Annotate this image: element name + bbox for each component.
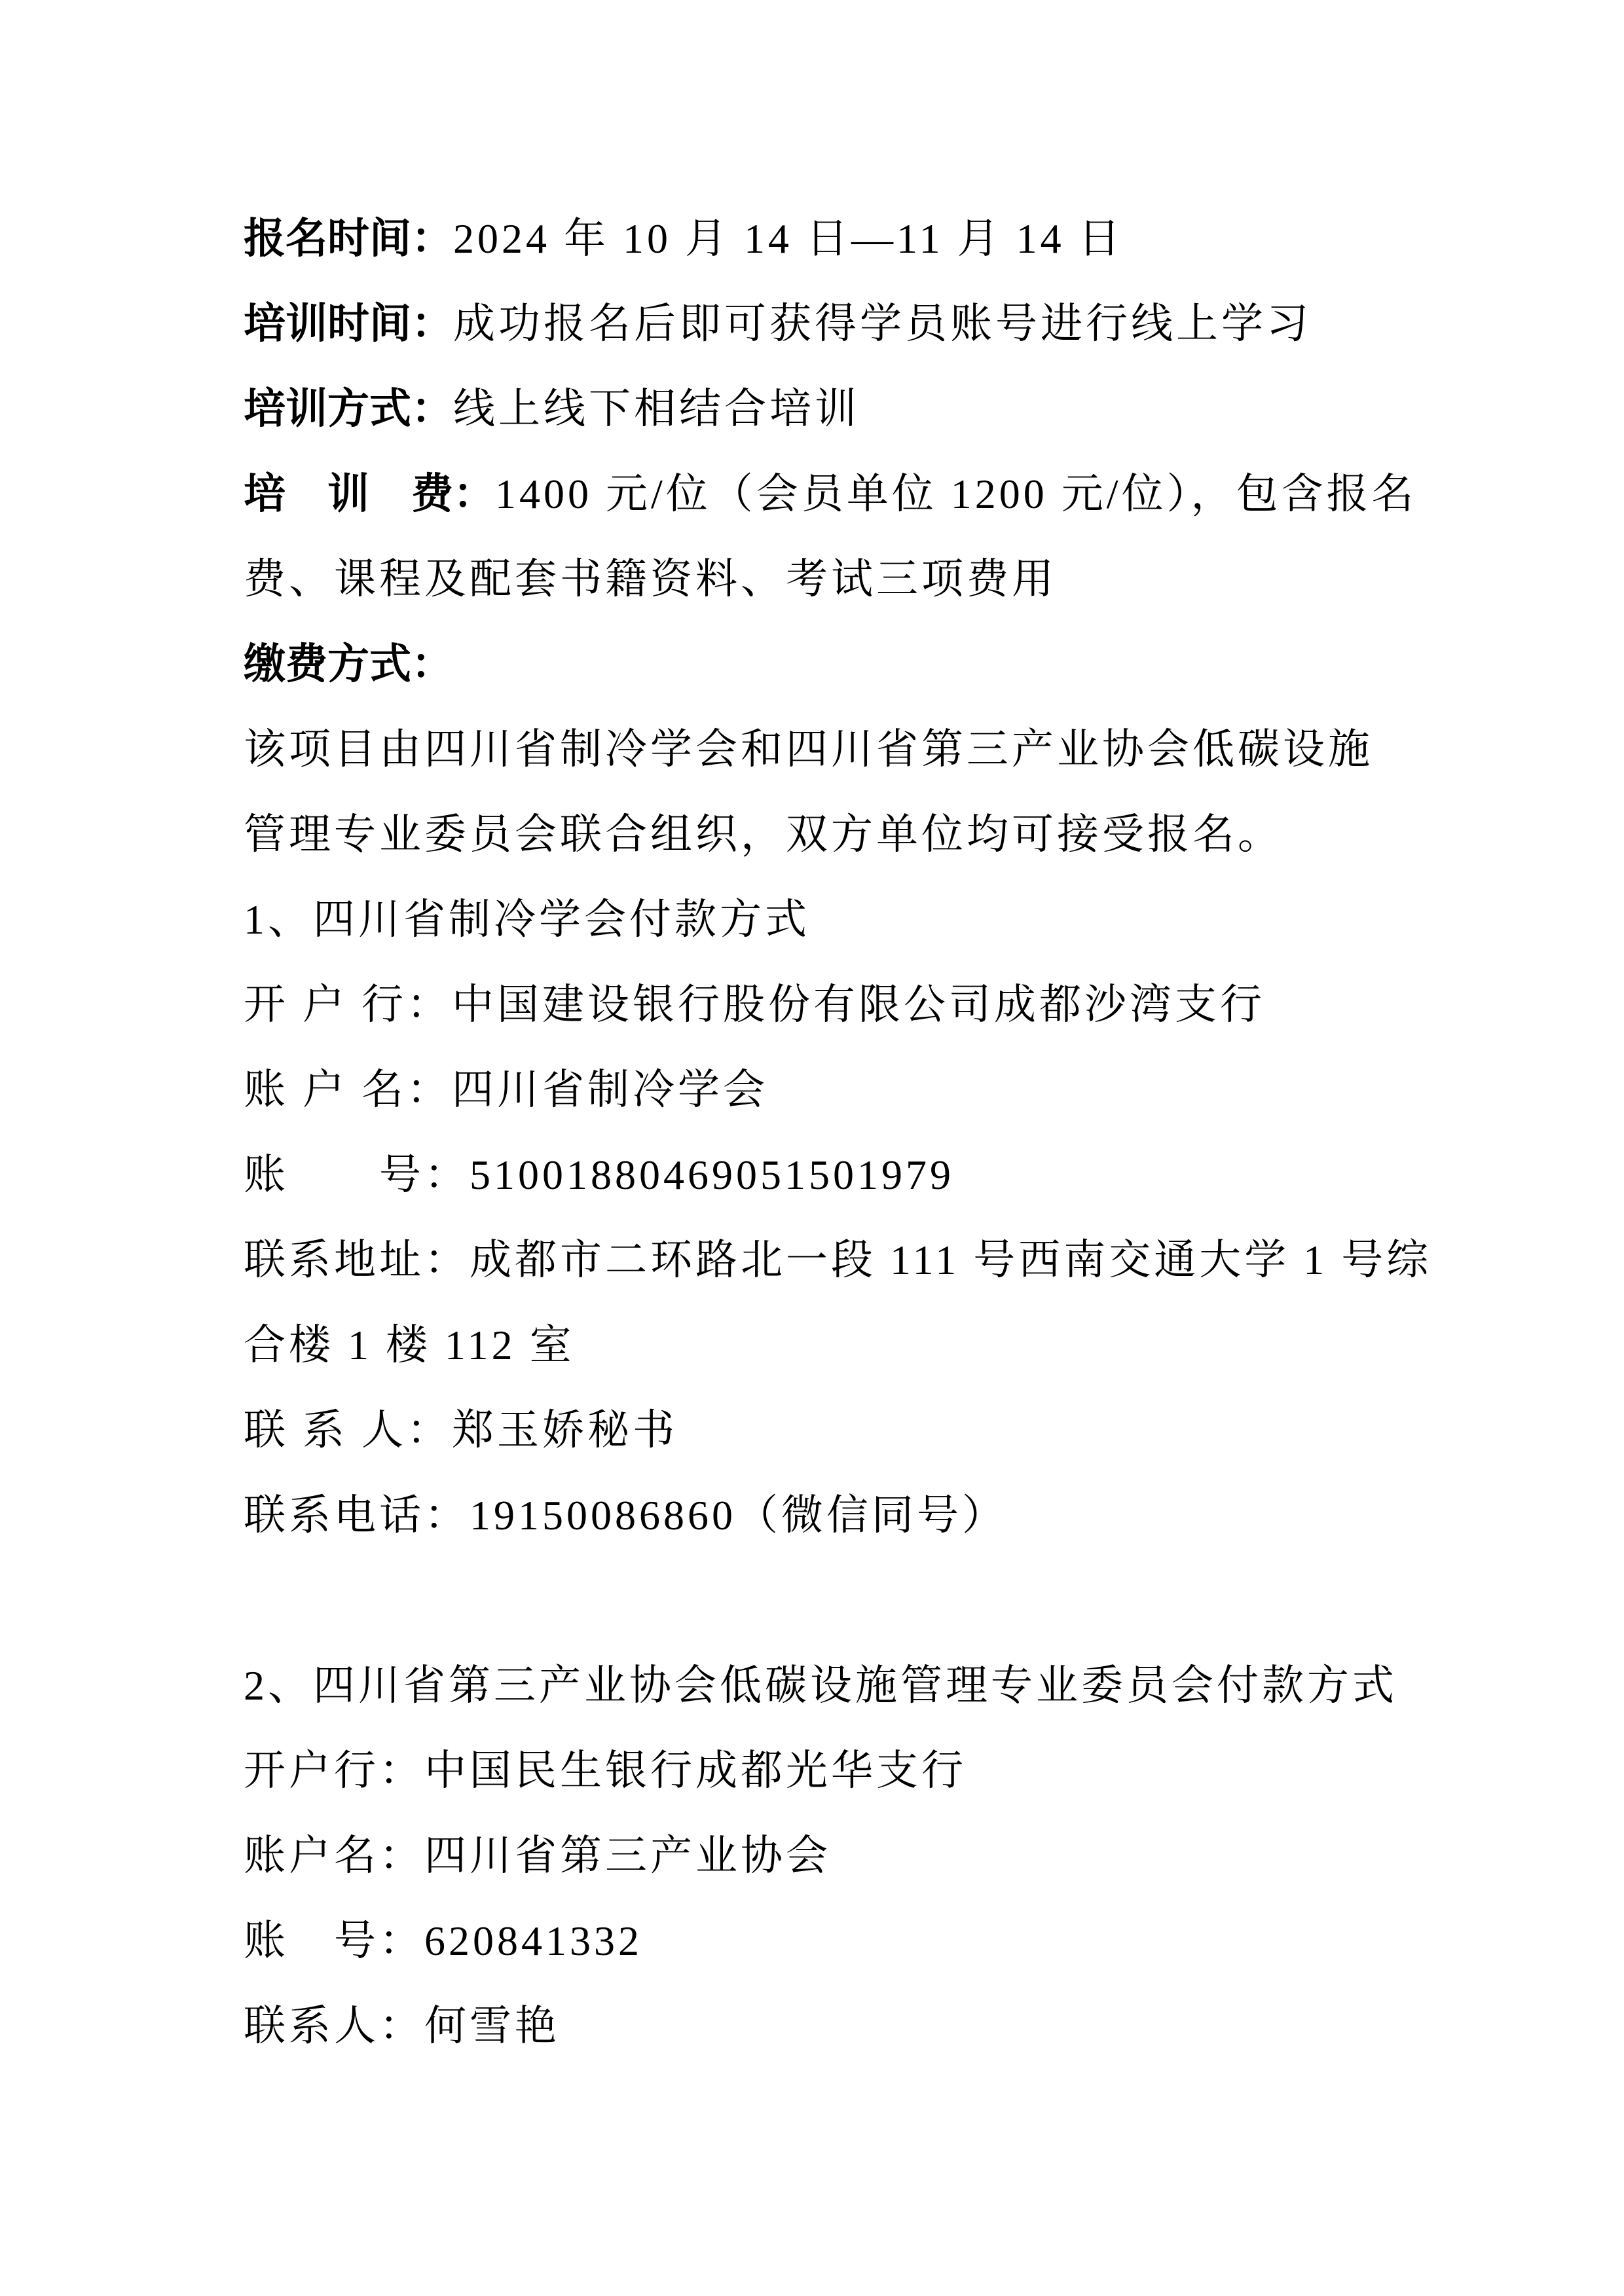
text-line: [244, 1728, 1401, 1813]
field-label: 缴费方式：: [244, 641, 453, 687]
line-text: 线上线下相结合培训: [453, 386, 860, 432]
line-text: 1400 元/位（会员单位 1200 元/位），包含报名: [495, 471, 1417, 517]
text-line: [244, 282, 1401, 367]
line-text: 2、四川省第三产业协会低碳设施管理专业委员会付款方式: [244, 1662, 1397, 1709]
text-line: [244, 196, 1401, 282]
field-label: 培训时间：: [244, 301, 453, 347]
text-line: [244, 1899, 1401, 1984]
blank-line: [244, 1558, 1401, 1643]
line-text: 该项目由四川省制冷学会和四川省第三产业协会低碳设施: [244, 726, 1373, 773]
line-text: 开 户 行：中国建设银行股份有限公司成都沙湾支行: [244, 981, 1265, 1028]
text-line: [244, 1388, 1401, 1473]
text-line: [244, 707, 1401, 792]
text-line: [244, 1133, 1401, 1218]
text-line: [244, 1303, 1401, 1388]
text-line: [244, 792, 1401, 877]
line-text: 联系地址：成都市二环路北一段 111 号西南交通大学 1 号综: [244, 1237, 1432, 1283]
line-text: 1、四川省制冷学会付款方式: [244, 896, 810, 943]
line-text: 账 号：620841332: [244, 1918, 642, 1964]
line-text: 费、课程及配套书籍资料、考试三项费用: [244, 556, 1057, 602]
text-line: [244, 1048, 1401, 1133]
line-text: 管理专业委员会联合组织，双方单位均可接受报名。: [244, 811, 1283, 858]
text-line: [244, 962, 1401, 1048]
line-text: 联系人：何雪艳: [244, 2003, 560, 2049]
line-text: 开户行：中国民生银行成都光华支行: [244, 1747, 967, 1794]
text-line: [244, 1984, 1401, 2069]
text-line: [244, 877, 1401, 962]
text-line: [244, 622, 1401, 707]
field-label: 培 训 费：: [244, 471, 495, 517]
text-line: [244, 1473, 1401, 1558]
line-text: 2024 年 10 月 14 日—11 月 14 日: [453, 215, 1124, 262]
field-label: 培训方式：: [244, 386, 453, 432]
line-text: 成功报名后即可获得学员账号进行线上学习: [453, 301, 1312, 347]
text-line: [244, 367, 1401, 452]
line-text: 合楼 1 楼 112 室: [244, 1322, 575, 1368]
line-text: 联 系 人：郑玉娇秘书: [244, 1407, 678, 1453]
line-text: 联系电话：19150086860（微信同号）: [244, 1492, 1007, 1539]
line-text: 账户名：四川省第三产业协会: [244, 1832, 831, 1879]
line-text: 账 号：51001880469051501979: [244, 1152, 954, 1198]
text-line: [244, 537, 1401, 622]
text-line: [244, 1218, 1432, 1303]
text-line: [244, 1813, 1401, 1899]
text-line: [244, 452, 1417, 537]
field-label: 报名时间：: [244, 215, 453, 262]
text-line: [244, 1643, 1401, 1728]
line-text: 账 户 名：四川省制冷学会: [244, 1066, 768, 1113]
